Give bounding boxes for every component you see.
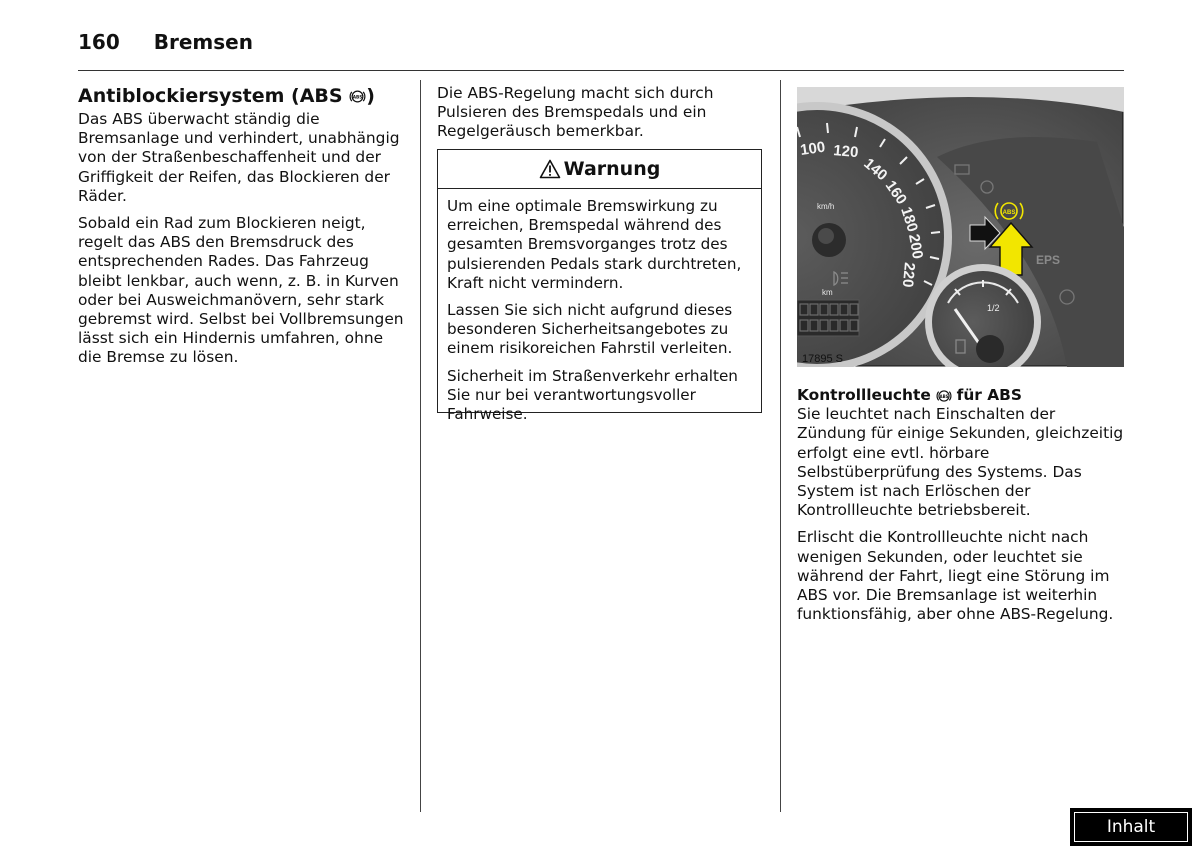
- paragraph: Sie leuchtet nach Einschalten der Zündung für einige Sekunden, gleichzeitig erfolgt eine evtl. hörbare Selbstüberprüfung des Systems. Das System ist nach Erlöschen der Kontrollleuchte betriebsbereit.: [797, 405, 1124, 520]
- paragraph: Das ABS überwacht ständig die Bremsanlage und verhindert, unabhängig von der Straßenbeschaffenheit und der Griffigkeit der Reifen, das Blockieren der Räder.: [78, 110, 400, 205]
- speed-label: 120: [832, 142, 860, 162]
- speed-label: 100: [799, 138, 827, 159]
- contents-button[interactable]: [1070, 808, 1192, 846]
- contents-button-label: Inhalt: [1074, 812, 1188, 842]
- figure-reference: 17895 S: [802, 353, 843, 365]
- abs-lamp-label: ABS: [1002, 210, 1016, 216]
- speed-label: 200: [905, 232, 927, 261]
- speed-label: 220: [898, 261, 918, 289]
- page-header: [78, 30, 253, 54]
- speed-label: 140: [860, 155, 891, 185]
- paragraph: Die ABS-Regelung macht sich durch Pulsieren des Bremspedals und ein Regelgeräusch bemerkbar.: [437, 84, 714, 141]
- svg-text:ABS: ABS: [939, 393, 949, 399]
- caption: [797, 386, 1127, 405]
- paragraph: Um eine optimale Bremswirkung zu erreichen, Bremspedal während des gesamten Bremsvorganges trotz des pulsierenden Pedals stark durchtreten, Kraft nicht vermindern.: [447, 197, 742, 292]
- section-heading: [78, 84, 408, 108]
- warning-body: [438, 189, 761, 424]
- speed-label: 160: [881, 177, 911, 208]
- unit-label: km: [822, 288, 833, 297]
- page-number: 160: [78, 30, 120, 54]
- column-1: [78, 84, 408, 376]
- paragraph: Sicherheit im Straßenverkehr erhalten Sie nur bei verantwortungsvoller Fahrweise.: [447, 366, 738, 424]
- speed-label: 180: [897, 204, 922, 235]
- fuel-label: 1/2: [987, 303, 1000, 313]
- paragraph: Erlischt die Kontrollleuchte nicht nach wenigen Sekunden, oder leuchtet sie während der Fahrt, liegt eine Störung im ABS vor. Die Bremsanlage ist weiterhin funktionsfähig, aber ohne ABS-Regelung.: [797, 528, 1114, 624]
- warning-title: Warnung: [563, 158, 661, 180]
- column-2: [437, 84, 767, 150]
- column-divider-1: [420, 80, 421, 812]
- instrument-cluster-image: [797, 87, 1124, 367]
- caption-title: Kontrollleuchte: [797, 386, 931, 404]
- svg-text:ABS: ABS: [352, 95, 363, 101]
- warning-triangle-icon: [539, 159, 561, 179]
- paragraph: Lassen Sie sich nicht aufgrund dieses besonderen Sicherheitsangebotes zu einem risikoreichen Fahrstil verleiten.: [447, 301, 733, 358]
- heading-text: Antiblockiersystem (ABS: [78, 85, 343, 107]
- unit-label: km/h: [817, 202, 835, 211]
- column-divider-2: [780, 80, 781, 812]
- abs-warning-icon: [349, 88, 366, 105]
- warning-box: [437, 149, 762, 424]
- paragraph: Sobald ein Rad zum Blockieren neigt, regelt das ABS den Bremsdruck des entsprechenden Rades. Das Fahrzeug bleibt lenkbar, auch wenn, z. B. in Kurven oder bei Ausweichmanövern, sehr stark gebremst wird. Selbst bei Vollbremsungen lässt sich ein Hindernis umfahren, ohne die Bremse zu lösen.: [78, 214, 404, 367]
- header-divider: [78, 70, 1124, 71]
- caption-title-end: für ABS: [956, 386, 1022, 404]
- heading-close: ): [366, 85, 375, 107]
- column-3: [797, 386, 1127, 632]
- section-title: Bremsen: [153, 30, 253, 54]
- eps-label: EPS: [1036, 253, 1061, 267]
- warning-header: [438, 150, 761, 189]
- abs-warning-icon: [936, 388, 952, 404]
